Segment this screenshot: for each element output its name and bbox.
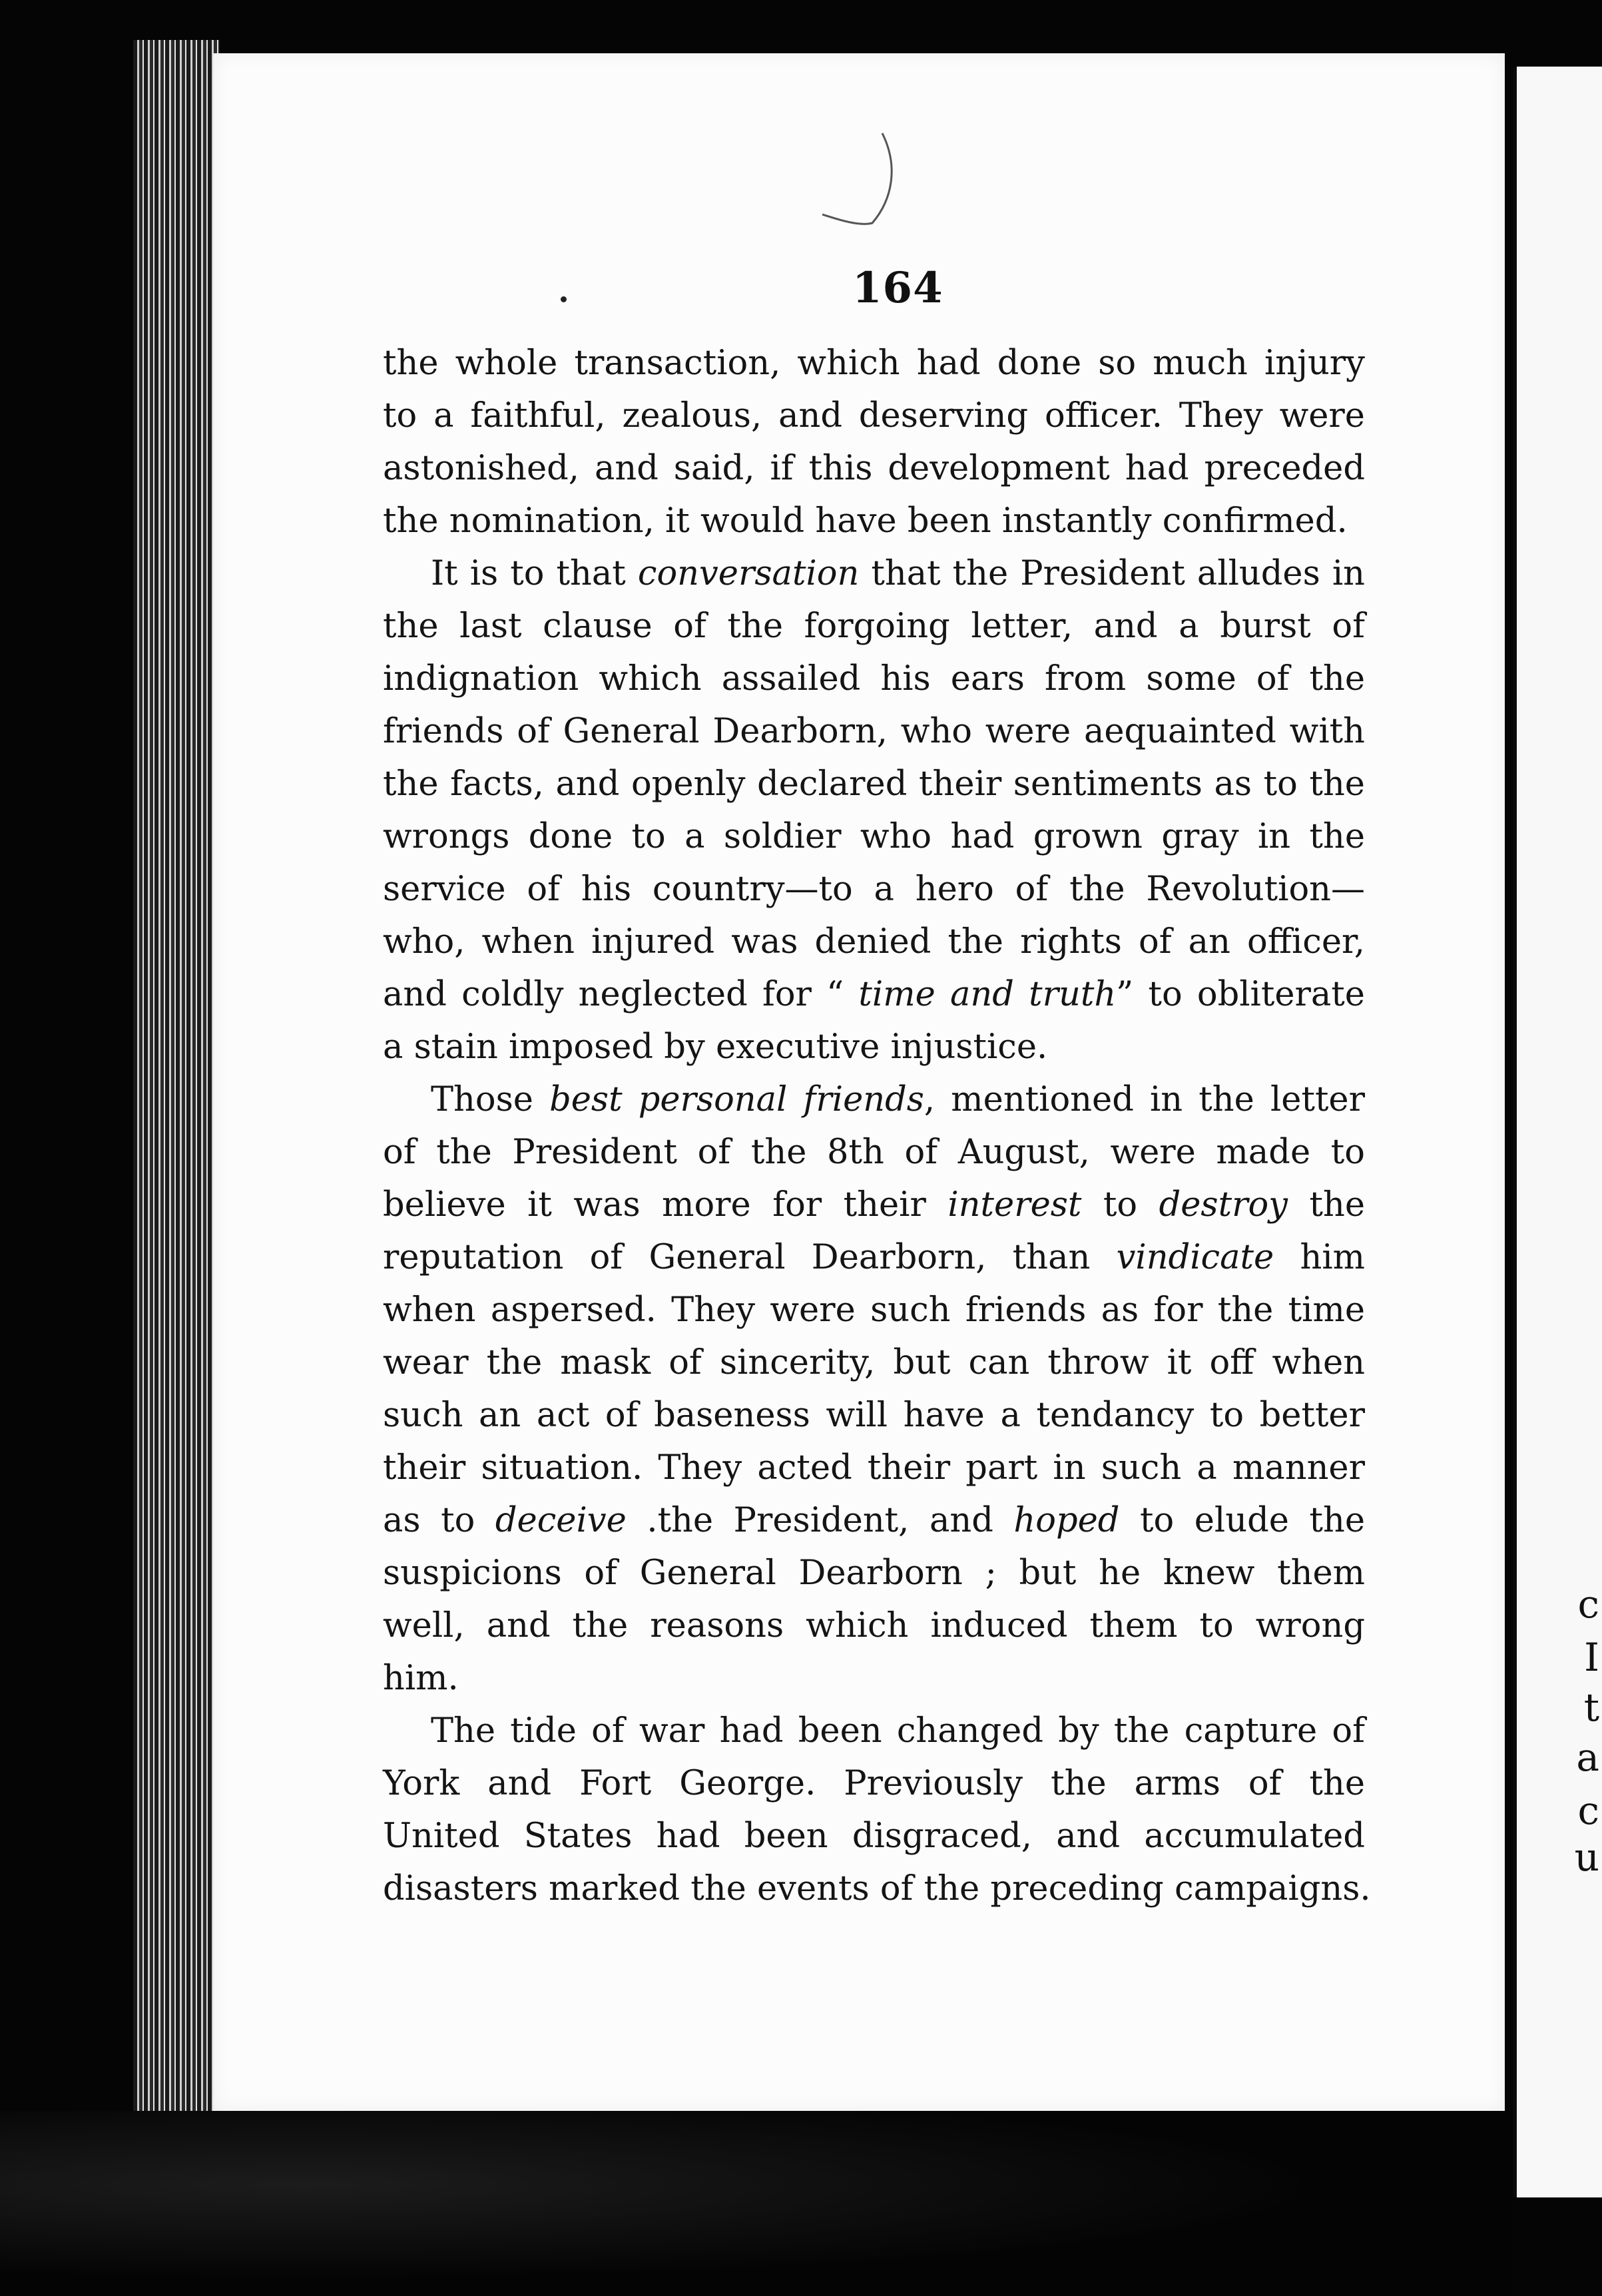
text-line: well, and the reasons which induced them to wrong <box>383 1606 1365 1645</box>
text-line: wear the mask of sincerity, but can throw it off when <box>383 1343 1365 1382</box>
text-line: service of his country—to a hero of the Revolution— <box>383 870 1365 909</box>
text-line: indignation which assailed his ears from some of the <box>383 659 1365 699</box>
text-line: as to deceive .the President, and hoped to elude the <box>383 1501 1365 1540</box>
text-line: suspicions of General Dearborn ; but he knew them <box>383 1554 1365 1593</box>
adjacent-page-fragment: a <box>1576 1735 1599 1780</box>
adjacent-page-fragment: c <box>1577 1788 1599 1833</box>
book-page-edges <box>133 40 220 2138</box>
page-body-text <box>383 337 1371 1915</box>
text-line: astonished, and said, if this development had preceded <box>383 449 1365 488</box>
text-line: the facts, and openly declared their sentiments as to the <box>383 764 1365 804</box>
adjacent-page-fragment: I <box>1584 1635 1599 1680</box>
stray-ink-dot <box>561 296 567 302</box>
text-line: a stain imposed by executive injustice. <box>383 1027 1048 1067</box>
text-line: Those best personal friends, mentioned in the letter <box>431 1080 1365 1119</box>
text-line: wrongs done to a soldier who had grown gray in the <box>383 817 1365 856</box>
scan-bottom-edge <box>0 2111 1513 2296</box>
adjacent-page-fragment: u <box>1574 1835 1599 1880</box>
text-line: the last clause of the forgoing letter, and a burst of <box>383 607 1365 646</box>
text-line: York and Fort George. Previously the arms of the <box>383 1764 1365 1803</box>
text-line: disasters marked the events of the preceding campaigns. <box>383 1869 1371 1908</box>
text-line: their situation. They acted their part in such a manner <box>383 1448 1365 1488</box>
text-line: who, when injured was denied the rights of an officer, <box>383 922 1365 962</box>
text-line: The tide of war had been changed by the capture of <box>431 1711 1365 1751</box>
adjacent-page <box>1513 67 1602 2197</box>
text-line: reputation of General Dearborn, than vindicate him <box>383 1238 1366 1277</box>
pencil-mark-icon <box>812 127 906 240</box>
text-line: when aspersed. They were such friends as for the time <box>383 1291 1365 1330</box>
text-line: to a faithful, zealous, and deserving officer. They were <box>383 396 1365 435</box>
adjacent-page-fragment: c <box>1577 1581 1599 1627</box>
text-line: him. <box>383 1659 459 1698</box>
text-line: the nomination, it would have been instantly confirmed. <box>383 501 1348 541</box>
text-line: friends of General Dearborn, who were aequainted with <box>383 712 1365 751</box>
text-line: and coldly neglected for “ time and truth” to obliterate <box>383 975 1365 1014</box>
text-line: such an act of baseness will have a tendancy to better <box>383 1396 1365 1435</box>
adjacent-page-fragment: t <box>1583 1685 1599 1730</box>
page-number: 164 <box>852 263 943 313</box>
text-line: It is to that conversation that the President alludes in <box>431 554 1365 593</box>
text-line: the whole transaction, which had done so much injury <box>383 344 1365 383</box>
text-line: believe it was more for their interest to destroy the <box>383 1185 1366 1225</box>
text-line: of the President of the 8th of August, were made to <box>383 1133 1365 1172</box>
text-line: United States had been disgraced, and accumulated <box>383 1817 1365 1856</box>
